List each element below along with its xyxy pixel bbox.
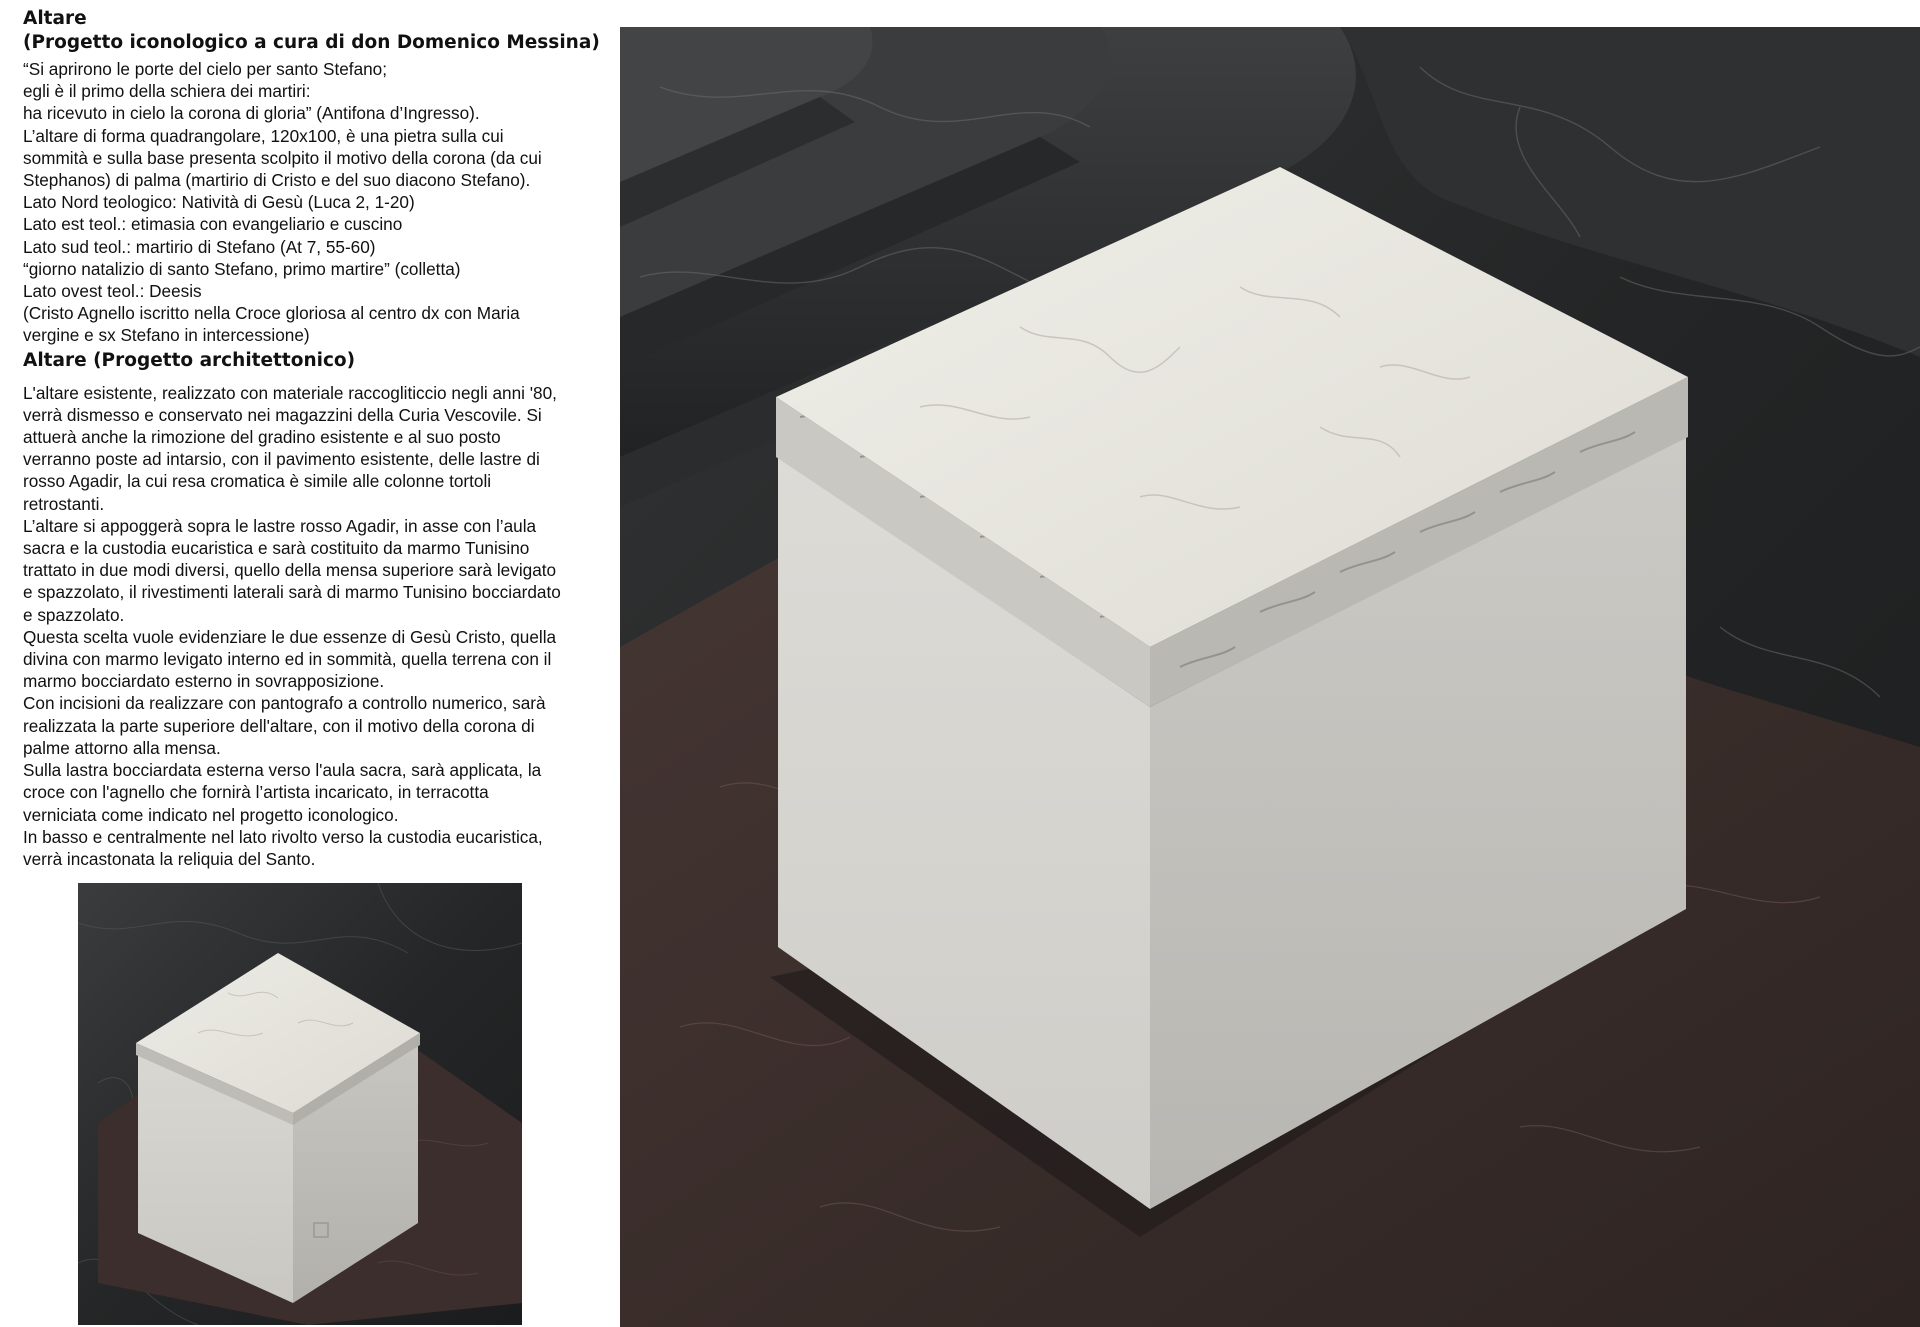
text-line: verrà incastonata la reliquia del Santo. xyxy=(23,848,316,869)
text-line: Con incisioni da realizzare con pantografo a controllo numerico, sarà xyxy=(23,693,546,714)
text-line: L'altare esistente, realizzato con materiale raccogliticcio negli anni '80, xyxy=(23,382,557,403)
text-line: verniciata come indicato nel progetto iconologico. xyxy=(23,804,399,825)
text-line: verrà dismesso e conservato nei magazzini della Curia Vescovile. Si xyxy=(23,404,542,425)
text-line: Lato Nord teologico: Natività di Gesù (Luca 2, 1-20) xyxy=(23,192,415,213)
iconographic-subtitle: (Progetto iconologico a cura di don Domenico Messina) xyxy=(23,32,600,53)
altar-large-illustration xyxy=(620,27,1920,1327)
text-line: attuerà anche la rimozione del gradino esistente e al suo posto xyxy=(23,427,501,448)
text-line: egli è il primo della schiera dei martiri: xyxy=(23,81,311,102)
text-line: croce con l'agnello che fornirà l’artista incaricato, in terracotta xyxy=(23,782,489,803)
text-line: Lato sud teol.: martirio di Stefano (At 7, 55-60) xyxy=(23,236,376,257)
text-line: “giorno natalizio di santo Stefano, primo martire” (colletta) xyxy=(23,258,461,279)
text-line: e spazzolato. xyxy=(23,604,125,625)
text-line: L’altare di forma quadrangolare, 120x100, è una pietra sulla cui xyxy=(23,125,504,146)
text-line: Lato ovest teol.: Deesis xyxy=(23,281,202,302)
altar-render-small xyxy=(78,883,522,1325)
text-line: e spazzolato, il rivestimenti laterali sarà di marmo Tunisino bocciardato xyxy=(23,582,561,603)
text-line: marmo bocciardato esterno in sovrapposizione. xyxy=(23,671,385,692)
architectural-text xyxy=(23,382,613,870)
text-line: “Si aprirono le porte del cielo per santo Stefano; xyxy=(23,59,388,79)
iconographic-title: Altare xyxy=(23,8,87,29)
text-line: Stephanos) di palma (martirio di Cristo e del suo diacono Stefano). xyxy=(23,170,531,191)
architectural-title: Altare (Progetto architettonico) xyxy=(23,349,356,371)
text-line: vergine e sx Stefano in intercessione) xyxy=(23,325,310,346)
text-column xyxy=(23,7,613,870)
altar-render-large xyxy=(620,27,1920,1327)
text-line: trattato in due modi diversi, quello della mensa superiore sarà levigato xyxy=(23,560,557,581)
text-line: (Cristo Agnello iscritto nella Croce gloriosa al centro dx con Maria xyxy=(23,303,520,324)
text-line: divina con marmo levigato interno ed in sommità, quella terrena con il xyxy=(23,649,552,670)
text-line: Lato est teol.: etimasia con evangeliario e cuscino xyxy=(23,214,403,235)
text-line: sacra e la custodia eucaristica e sarà costituito da marmo Tunisino xyxy=(23,538,530,559)
iconographic-text xyxy=(23,58,613,347)
altar-small-illustration xyxy=(78,883,522,1325)
text-line: realizzata la parte superiore dell'altare, con il motivo della corona di xyxy=(23,715,535,736)
text-line: rosso Agadir, la cui resa cromatica è simile alle colonne tortoli xyxy=(23,471,492,492)
text-line: Sulla lastra bocciardata esterna verso l'aula sacra, sarà applicata, la xyxy=(23,760,542,781)
text-line: Questa scelta vuole evidenziare le due essenze di Gesù Cristo, quella xyxy=(23,626,557,647)
text-line: verranno poste ad intarsio, con il pavimento esistente, delle lastre di xyxy=(23,449,540,470)
text-line: L’altare si appoggerà sopra le lastre rosso Agadir, in asse con l’aula xyxy=(23,515,537,536)
text-line: sommità e sulla base presenta scolpito il motivo della corona (da cui xyxy=(23,147,542,168)
text-line: palme attorno alla mensa. xyxy=(23,737,221,758)
text-line: ha ricevuto in cielo la corona di gloria” (Antifona d’Ingresso). xyxy=(23,103,480,124)
text-line: retrostanti. xyxy=(23,493,105,514)
text-line: In basso e centralmente nel lato rivolto verso la custodia eucaristica, xyxy=(23,826,543,847)
